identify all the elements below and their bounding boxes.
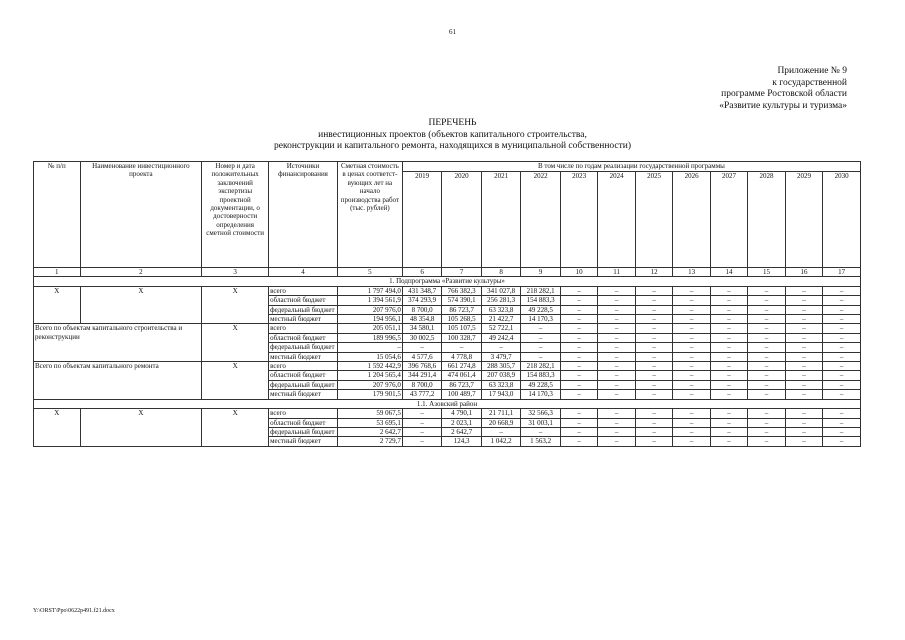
- year-value: –: [521, 352, 561, 361]
- funding-source: всего: [269, 409, 338, 418]
- file-path: Y:\ORST\Ppo\0622p491.f21.docx: [33, 608, 115, 614]
- year-value: –: [560, 380, 597, 389]
- year-value: –: [442, 343, 482, 352]
- header-year-2025: 2025: [635, 172, 672, 268]
- year-value: –: [598, 315, 635, 324]
- year-value: –: [823, 296, 861, 305]
- estimated-cost: 207 976,0: [337, 305, 402, 314]
- year-value: –: [402, 427, 442, 436]
- year-value: –: [673, 305, 710, 314]
- year-value: 100 489,7: [442, 390, 482, 399]
- year-value: –: [748, 315, 785, 324]
- estimated-cost: 1 394 561,9: [337, 296, 402, 305]
- estimated-cost: 15 054,6: [337, 352, 402, 361]
- year-value: –: [673, 362, 710, 371]
- year-value: –: [635, 371, 672, 380]
- year-value: –: [785, 390, 822, 399]
- section-title: 1. Подпрограмма «Развитие культуры»: [34, 277, 861, 286]
- column-number: 15: [748, 268, 785, 277]
- funding-source: всего: [269, 324, 338, 333]
- year-value: –: [785, 427, 822, 436]
- year-value: 86 723,7: [442, 380, 482, 389]
- year-value: 30 002,5: [402, 333, 442, 342]
- year-value: 766 382,3: [442, 286, 482, 295]
- year-value: –: [710, 296, 747, 305]
- year-value: –: [710, 286, 747, 295]
- funding-source: местный бюджет: [269, 315, 338, 324]
- year-value: –: [823, 409, 861, 418]
- year-value: –: [635, 296, 672, 305]
- year-value: –: [673, 333, 710, 342]
- year-value: –: [785, 286, 822, 295]
- year-value: 100 328,7: [442, 333, 482, 342]
- year-value: –: [560, 427, 597, 436]
- year-value: –: [785, 352, 822, 361]
- project-name: Х: [80, 286, 202, 324]
- year-value: –: [635, 418, 672, 427]
- header-year-2019: 2019: [402, 172, 442, 268]
- section-row: [34, 277, 861, 286]
- title-line: ПЕРЕЧЕНЬ: [428, 118, 477, 128]
- estimated-cost: 194 956,1: [337, 315, 402, 324]
- year-value: –: [598, 390, 635, 399]
- column-number: 2: [80, 268, 202, 277]
- year-value: –: [748, 333, 785, 342]
- year-value: –: [673, 315, 710, 324]
- year-value: –: [402, 418, 442, 427]
- year-value: –: [748, 286, 785, 295]
- year-value: 207 038,9: [481, 371, 521, 380]
- year-value: 2 642,7: [442, 427, 482, 436]
- year-value: –: [710, 315, 747, 324]
- year-value: 256 281,3: [481, 296, 521, 305]
- year-value: –: [673, 427, 710, 436]
- column-number: 9: [521, 268, 561, 277]
- table-row: [34, 286, 861, 295]
- column-number: 5: [337, 268, 402, 277]
- header-name: Наименование инвестиционного проекта: [80, 162, 202, 268]
- year-value: –: [823, 305, 861, 314]
- year-value: 17 943,0: [481, 390, 521, 399]
- estimated-cost: 1 797 494,0: [337, 286, 402, 295]
- year-value: –: [823, 315, 861, 324]
- funding-source: местный бюджет: [269, 352, 338, 361]
- year-value: –: [481, 427, 521, 436]
- year-value: –: [598, 418, 635, 427]
- year-value: –: [635, 409, 672, 418]
- year-value: –: [785, 333, 822, 342]
- year-value: –: [710, 418, 747, 427]
- year-value: 8 700,0: [402, 380, 442, 389]
- year-value: 49 228,5: [521, 380, 561, 389]
- year-value: –: [710, 343, 747, 352]
- year-value: 8 700,0: [402, 305, 442, 314]
- funding-source: местный бюджет: [269, 437, 338, 446]
- year-value: –: [635, 324, 672, 333]
- year-value: –: [710, 409, 747, 418]
- project-name: Х: [80, 409, 202, 447]
- estimated-cost: 189 996,5: [337, 333, 402, 342]
- funding-source: областной бюджет: [269, 333, 338, 342]
- year-value: –: [598, 427, 635, 436]
- year-value: –: [785, 362, 822, 371]
- year-value: 86 723,7: [442, 305, 482, 314]
- year-value: 14 170,3: [521, 315, 561, 324]
- year-value: –: [521, 427, 561, 436]
- estimated-cost: 1 204 565,4: [337, 371, 402, 380]
- year-value: –: [823, 343, 861, 352]
- year-value: –: [598, 286, 635, 295]
- year-value: –: [748, 371, 785, 380]
- year-value: –: [560, 409, 597, 418]
- year-value: –: [785, 324, 822, 333]
- year-value: –: [560, 315, 597, 324]
- project-summary-label: Всего по объектам капитального строительства и реконструкции: [34, 324, 202, 362]
- column-number: 12: [635, 268, 672, 277]
- appendix-line: к государственной: [772, 77, 847, 88]
- year-value: –: [560, 333, 597, 342]
- year-value: 43 777,2: [402, 390, 442, 399]
- year-value: –: [785, 305, 822, 314]
- column-number: 17: [823, 268, 861, 277]
- header-expertise: Номер и дата положительных заключений экспертизы проектной документации, о достоверности определения сметной стоимости: [202, 162, 269, 268]
- header-year-2027: 2027: [710, 172, 747, 268]
- funding-source: областной бюджет: [269, 296, 338, 305]
- header-year-2022: 2022: [521, 172, 561, 268]
- year-value: –: [710, 362, 747, 371]
- year-value: –: [823, 333, 861, 342]
- year-value: –: [635, 286, 672, 295]
- year-value: –: [560, 286, 597, 295]
- year-value: 396 768,6: [402, 362, 442, 371]
- year-value: –: [673, 418, 710, 427]
- appendix-line: программе Ростовской области: [721, 89, 847, 99]
- row-number: Х: [34, 286, 81, 324]
- year-value: 21 711,1: [481, 409, 521, 418]
- title-line: инвестиционных проектов (объектов капитального строительства,: [318, 129, 587, 140]
- funding-source: местный бюджет: [269, 390, 338, 399]
- header-year-2030: 2030: [823, 172, 861, 268]
- year-value: 21 422,7: [481, 315, 521, 324]
- year-value: 4 790,1: [442, 409, 482, 418]
- year-value: –: [635, 390, 672, 399]
- year-value: –: [785, 409, 822, 418]
- year-value: 344 291,4: [402, 371, 442, 380]
- header-year-2023: 2023: [560, 172, 597, 268]
- year-value: –: [560, 324, 597, 333]
- year-value: –: [598, 371, 635, 380]
- year-value: 34 580,1: [402, 324, 442, 333]
- year-value: –: [710, 437, 747, 446]
- year-value: –: [710, 427, 747, 436]
- year-value: 1 042,2: [481, 437, 521, 446]
- year-value: –: [710, 371, 747, 380]
- year-value: –: [481, 343, 521, 352]
- document-title: [0, 118, 905, 153]
- year-value: 31 003,1: [521, 418, 561, 427]
- year-value: –: [823, 390, 861, 399]
- header-year-2020: 2020: [442, 172, 482, 268]
- year-value: 374 293,9: [402, 296, 442, 305]
- year-value: –: [710, 380, 747, 389]
- year-value: –: [598, 437, 635, 446]
- year-value: –: [673, 380, 710, 389]
- year-value: –: [673, 296, 710, 305]
- column-number: 3: [202, 268, 269, 277]
- year-value: –: [748, 380, 785, 389]
- year-value: –: [748, 409, 785, 418]
- year-value: –: [673, 352, 710, 361]
- year-value: –: [598, 409, 635, 418]
- year-value: –: [710, 390, 747, 399]
- funding-source: федеральный бюджет: [269, 305, 338, 314]
- header-year-2028: 2028: [748, 172, 785, 268]
- appendix-line: «Развитие культуры и туризма»: [719, 100, 847, 111]
- header-n: № п/п: [34, 162, 81, 268]
- year-value: –: [748, 390, 785, 399]
- year-value: –: [673, 371, 710, 380]
- expertise-conclusion: Х: [202, 286, 269, 324]
- column-number: 1: [34, 268, 81, 277]
- year-value: 218 282,1: [521, 286, 561, 295]
- header-year-2024: 2024: [598, 172, 635, 268]
- year-value: –: [402, 343, 442, 352]
- estimated-cost: 59 067,5: [337, 409, 402, 418]
- estimated-cost: –: [337, 343, 402, 352]
- year-value: –: [598, 305, 635, 314]
- year-value: –: [748, 324, 785, 333]
- year-value: –: [710, 324, 747, 333]
- row-number: Х: [34, 409, 81, 447]
- column-number: 16: [785, 268, 822, 277]
- year-value: –: [521, 333, 561, 342]
- year-value: –: [673, 437, 710, 446]
- year-value: –: [748, 362, 785, 371]
- header-year-2029: 2029: [785, 172, 822, 268]
- year-value: –: [748, 437, 785, 446]
- year-value: –: [402, 409, 442, 418]
- funding-source: областной бюджет: [269, 418, 338, 427]
- year-value: –: [823, 437, 861, 446]
- year-value: 474 061,4: [442, 371, 482, 380]
- year-value: –: [521, 343, 561, 352]
- year-value: –: [673, 324, 710, 333]
- year-value: 4 778,8: [442, 352, 482, 361]
- year-value: –: [635, 437, 672, 446]
- year-value: 3 479,7: [481, 352, 521, 361]
- year-value: –: [560, 390, 597, 399]
- estimated-cost: 207 976,0: [337, 380, 402, 389]
- estimated-cost: 2 642,7: [337, 427, 402, 436]
- year-value: –: [635, 305, 672, 314]
- header-source: Источники финансирования: [269, 162, 338, 268]
- estimated-cost: 1 592 442,9: [337, 362, 402, 371]
- year-value: –: [823, 352, 861, 361]
- year-value: –: [598, 296, 635, 305]
- year-value: 14 170,3: [521, 390, 561, 399]
- year-value: –: [635, 333, 672, 342]
- year-value: –: [748, 352, 785, 361]
- column-number: 13: [673, 268, 710, 277]
- year-value: 49 228,5: [521, 305, 561, 314]
- year-value: –: [673, 390, 710, 399]
- section-title: 1.1. Азовский район: [34, 399, 861, 408]
- year-value: –: [823, 362, 861, 371]
- year-value: –: [635, 343, 672, 352]
- year-value: 288 305,7: [481, 362, 521, 371]
- year-value: 2 023,1: [442, 418, 482, 427]
- year-value: –: [598, 333, 635, 342]
- column-number: 4: [269, 268, 338, 277]
- column-number: 11: [598, 268, 635, 277]
- expertise-conclusion: Х: [202, 324, 269, 362]
- expertise-conclusion: Х: [202, 409, 269, 447]
- year-value: 20 668,9: [481, 418, 521, 427]
- funding-source: всего: [269, 286, 338, 295]
- appendix-line: Приложение № 9: [777, 66, 847, 76]
- expertise-conclusion: Х: [202, 362, 269, 400]
- year-value: –: [673, 286, 710, 295]
- column-number: 8: [481, 268, 521, 277]
- year-value: 4 577,6: [402, 352, 442, 361]
- table-row: [34, 409, 861, 418]
- year-value: –: [823, 371, 861, 380]
- header-years-group: В том числе по годам реализации государственной программы: [402, 162, 860, 172]
- year-value: –: [635, 427, 672, 436]
- year-value: –: [560, 437, 597, 446]
- year-value: –: [748, 296, 785, 305]
- funding-source: федеральный бюджет: [269, 343, 338, 352]
- year-value: 124,3: [442, 437, 482, 446]
- year-value: –: [560, 418, 597, 427]
- year-value: –: [560, 362, 597, 371]
- year-value: –: [560, 371, 597, 380]
- year-value: –: [560, 343, 597, 352]
- year-value: –: [635, 315, 672, 324]
- year-value: –: [635, 362, 672, 371]
- year-value: 52 722,1: [481, 324, 521, 333]
- year-value: –: [598, 352, 635, 361]
- year-value: 154 883,3: [521, 371, 561, 380]
- column-number: 10: [560, 268, 597, 277]
- year-value: 1 563,2: [521, 437, 561, 446]
- year-value: 218 282,1: [521, 362, 561, 371]
- column-number: 14: [710, 268, 747, 277]
- year-value: –: [785, 418, 822, 427]
- year-value: –: [823, 427, 861, 436]
- year-value: –: [785, 315, 822, 324]
- year-value: –: [710, 333, 747, 342]
- section-row: [34, 399, 861, 408]
- title-line: реконструкции и капитального ремонта, находящихся в муниципальной собственности): [273, 141, 632, 151]
- year-value: –: [521, 324, 561, 333]
- table-row: [34, 324, 861, 333]
- year-value: –: [598, 324, 635, 333]
- year-value: –: [823, 380, 861, 389]
- year-value: 105 107,5: [442, 324, 482, 333]
- year-value: –: [785, 296, 822, 305]
- year-value: –: [785, 343, 822, 352]
- header-row: [34, 162, 861, 172]
- year-value: –: [748, 418, 785, 427]
- year-value: –: [785, 380, 822, 389]
- year-value: 49 242,4: [481, 333, 521, 342]
- appendix-header: [719, 66, 847, 112]
- funding-source: федеральный бюджет: [269, 380, 338, 389]
- year-value: –: [598, 380, 635, 389]
- year-value: 341 027,8: [481, 286, 521, 295]
- year-value: –: [598, 343, 635, 352]
- year-value: –: [823, 418, 861, 427]
- funding-source: областной бюджет: [269, 371, 338, 380]
- estimated-cost: 205 051,1: [337, 324, 402, 333]
- header-year-2021: 2021: [481, 172, 521, 268]
- project-summary-label: Всего по объектам капитального ремонта: [34, 362, 202, 400]
- year-value: 63 323,8: [481, 380, 521, 389]
- year-value: –: [710, 352, 747, 361]
- column-number: 6: [402, 268, 442, 277]
- year-value: –: [635, 380, 672, 389]
- year-value: –: [402, 437, 442, 446]
- year-value: –: [560, 296, 597, 305]
- year-value: –: [710, 305, 747, 314]
- column-numbers-row: [34, 268, 861, 277]
- funding-source: всего: [269, 362, 338, 371]
- investment-projects-table: [33, 161, 861, 447]
- year-value: –: [748, 427, 785, 436]
- year-value: 154 883,3: [521, 296, 561, 305]
- estimated-cost: 53 695,1: [337, 418, 402, 427]
- year-value: –: [785, 437, 822, 446]
- year-value: 63 323,8: [481, 305, 521, 314]
- year-value: 574 390,1: [442, 296, 482, 305]
- year-value: 105 268,5: [442, 315, 482, 324]
- header-cost: Сметная стоимость в ценах соответст-вующих лет на начало производства работ (тыс. рублей): [337, 162, 402, 268]
- year-value: –: [748, 343, 785, 352]
- year-value: –: [748, 305, 785, 314]
- year-value: –: [560, 352, 597, 361]
- funding-source: федеральный бюджет: [269, 427, 338, 436]
- year-value: –: [560, 305, 597, 314]
- year-value: 431 348,7: [402, 286, 442, 295]
- year-value: –: [823, 286, 861, 295]
- year-value: –: [673, 409, 710, 418]
- year-value: 661 274,8: [442, 362, 482, 371]
- header-year-2026: 2026: [673, 172, 710, 268]
- year-value: 48 354,8: [402, 315, 442, 324]
- year-value: 32 566,3: [521, 409, 561, 418]
- year-value: –: [823, 324, 861, 333]
- year-value: –: [598, 362, 635, 371]
- year-value: –: [673, 343, 710, 352]
- page-number: 61: [449, 28, 456, 36]
- year-value: –: [785, 371, 822, 380]
- year-value: –: [635, 352, 672, 361]
- table-row: [34, 362, 861, 371]
- estimated-cost: 179 901,5: [337, 390, 402, 399]
- column-number: 7: [442, 268, 482, 277]
- estimated-cost: 2 729,7: [337, 437, 402, 446]
